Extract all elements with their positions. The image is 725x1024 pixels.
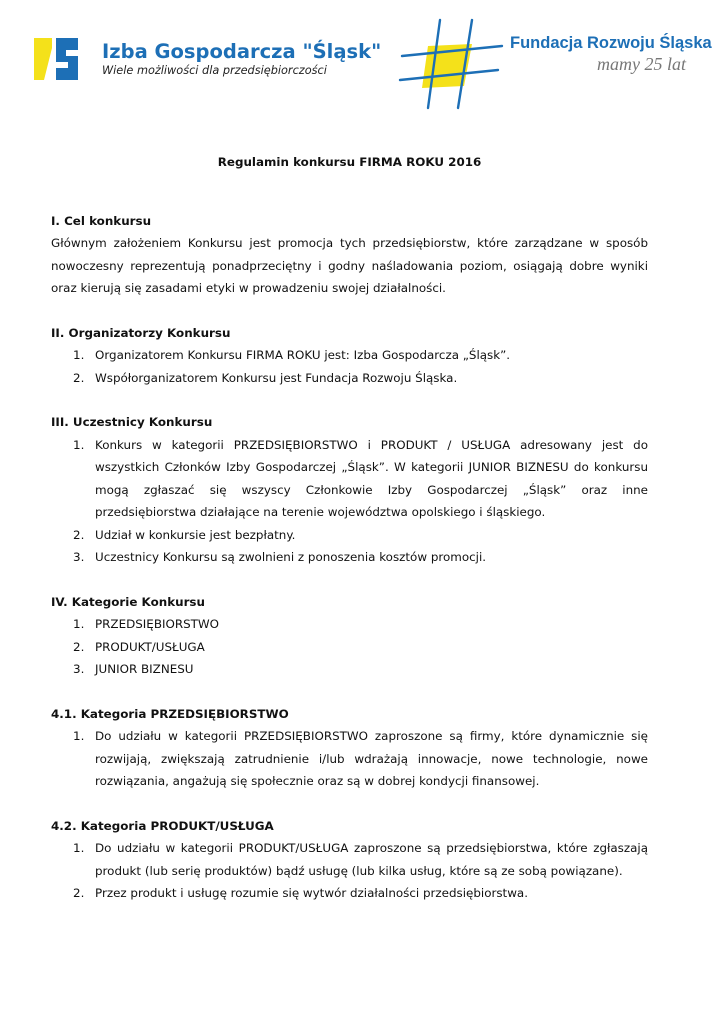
list-item: 1. Do udziału w kategorii PRODUKT/USŁUGA zaproszone są przedsiębiorstwa, które zgłaszają produkt (lub serię produktów) bądź usługę (lub kilka usług, które są ze sobą powiązane). (73, 841, 648, 878)
list-item: 1. Do udziału w kategorii PRZEDSIĘBIORSTWO zaproszone są firmy, które dynamicznie się rozwijają, zwiększają zatrudnienie i/lub wdrażają innowacje, nowe technologie, nowe rozwiązania, angażują się społecznie oraz są w dobrej kondycji finansowej. (73, 729, 648, 788)
section-heading: III. Uczestnicy Konkursu (51, 415, 213, 429)
izba-tagline: Wiele możliwości dla przedsiębiorczości (102, 64, 327, 77)
document-body (51, 151, 648, 905)
list-item: 3. Uczestnicy Konkursu są zwolnieni z ponoszenia kosztów promocji. (73, 550, 487, 564)
numbered-list (51, 344, 648, 389)
document-title: Regulamin konkursu FIRMA ROKU 2016 (217, 155, 482, 169)
section-heading: I. Cel konkursu (51, 213, 152, 228)
list-item: 1. Organizatorem Konkursu FIRMA ROKU jest: Izba Gospodarcza „Śląsk”. (73, 348, 511, 362)
section-paragraph: Głównym założeniem Konkursu jest promocja tych przedsiębiorstw, które zarządzane w sposób nowoczesny reprezentują ponadprzeciętny i godny naśladowania poziom, osiągają dobre wyniki oraz kierują się zasadami etyki w prowadzeniu swojej działalności. (51, 236, 648, 295)
numbered-list (51, 434, 648, 569)
section-heading: 4.1. Kategoria PRZEDSIĘBIORSTWO (51, 706, 289, 721)
fundacja-name: Fundacja Rozwoju Śląska (510, 34, 712, 52)
fundacja-anniversary: mamy 25 lat (597, 54, 686, 74)
list-item: 1. Konkurs w kategorii PRZEDSIĘBIORSTWO i PRODUKT / USŁUGA adresowany jest do wszystkich Członków Izby Gospodarczej „Śląsk”. W kategorii JUNIOR BIZNESU do konkursu mogą zgłaszać się wszyscy Członkowie Izby Gospodarczej „Śląsk” oraz inne przedsiębiorstwa działające na terenie województwa opolskiego i śląskiego. (73, 437, 648, 519)
izba-name: Izba Gospodarcza "Śląsk" (102, 40, 382, 63)
fundacja-logo-icon (398, 16, 504, 112)
list-item: 2. PRODUKT/USŁUGA (73, 639, 205, 654)
section-heading: II. Organizatorzy Konkursu (51, 325, 231, 340)
list-item: 2. Udział w konkursie jest bezpłatny. (73, 527, 296, 542)
numbered-list (51, 613, 648, 681)
izba-gospodarcza-logo-icon (32, 34, 84, 84)
section-heading: IV. Kategorie Konkursu (51, 594, 205, 609)
list-item: 2. Przez produkt i usługę rozumie się wytwór działalności przedsiębiorstwa. (73, 886, 529, 900)
list-item: 1. PRZEDSIĘBIORSTWO (73, 617, 220, 631)
section-heading: 4.2. Kategoria PRODUKT/USŁUGA (51, 818, 274, 833)
numbered-list (51, 725, 648, 793)
page-header (0, 0, 725, 110)
list-item: 2. Współorganizatorem Konkursu jest Fundacja Rozwoju Śląska. (73, 370, 458, 385)
list-item: 3. JUNIOR BIZNESU (73, 662, 194, 676)
numbered-list (51, 837, 648, 905)
